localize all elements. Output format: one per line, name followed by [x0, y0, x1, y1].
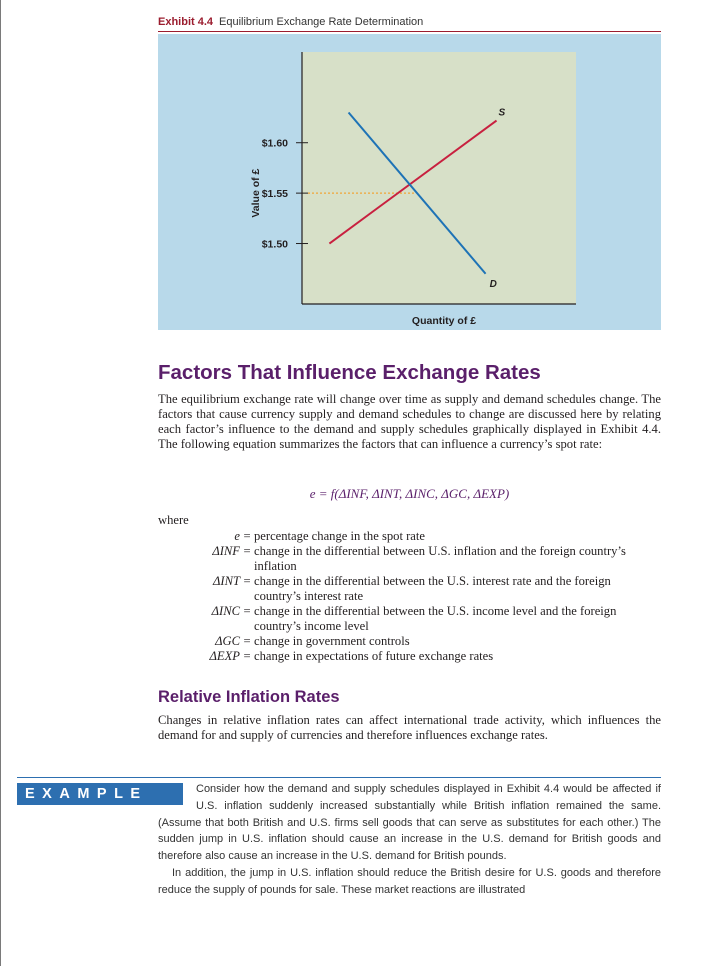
supply-label: S	[498, 107, 506, 119]
y-axis-label: Value of £	[250, 168, 262, 218]
example-badge: EXAMPLE	[17, 783, 183, 805]
exhibit-header	[158, 16, 423, 28]
definition-item	[158, 529, 661, 544]
example-paragraph-1: Consider how the demand and supply schedules displayed in Exhibit 4.4 would be affected if U.S. inflation suddenly increased substantially while British inflation remained the same. (Assume that both British and U.S. firms sell goods that can serve as substitutes for each other.) The sudden jump in U.S. inflation should cause an increase in the U.S. demand for British goods and therefore also cause an increase in the U.S. demand for British pounds.	[158, 783, 661, 863]
definition-equals: =	[243, 649, 251, 663]
definition-symbol: ΔEXP	[209, 649, 240, 663]
definition-text: change in the differential between U.S. inflation and the foreign country’s inflation	[254, 544, 626, 573]
definition-item	[158, 574, 661, 604]
subsection-paragraph: Changes in relative inflation rates can affect international trade activity, which influences the demand for and supply of currencies and therefore influences exchange rates.	[158, 713, 661, 742]
section-paragraph: The equilibrium exchange rate will change over time as supply and demand schedules change. The factors that cause currency supply and demand schedules to change are discussed here by relating each factor’s influence to the demand and supply schedules graphically displayed in Exhibit 4.4. The following equation summarizes the factors that can influence a currency’s spot rate:	[158, 392, 661, 451]
plot-area	[302, 52, 576, 304]
example-indent	[158, 781, 196, 813]
definition-equals: =	[243, 544, 251, 558]
definition-symbol: ΔINF	[212, 544, 240, 558]
definition-equals: =	[243, 574, 251, 588]
demand-label: D	[489, 278, 497, 290]
spot-rate-equation: e = f(ΔINF, ΔINT, ΔINC, ΔGC, ΔEXP)	[309, 486, 510, 501]
definitions-list	[158, 529, 661, 664]
definition-equals: =	[243, 529, 251, 543]
definition-equals: =	[243, 634, 251, 648]
where-label: where	[158, 513, 189, 527]
exhibit-number: Exhibit 4.4	[158, 16, 214, 28]
definition-item	[158, 544, 661, 574]
example-paragraph-2: In addition, the jump in U.S. inflation should reduce the British desire for U.S. goods and therefore reduce the supply of pounds for sale. These market reactions are illustrated	[158, 866, 661, 896]
definition-text: change in government controls	[254, 634, 410, 648]
definition-item	[158, 649, 661, 664]
definition-symbol: e	[234, 529, 240, 543]
page-left-border	[0, 0, 1, 966]
definition-symbol: ΔINT	[213, 574, 240, 588]
y-tick-label: $1.60	[261, 137, 288, 150]
definition-text: percentage change in the spot rate	[254, 529, 425, 543]
example-rule	[17, 777, 661, 778]
definition-item	[158, 604, 661, 634]
definition-symbol: ΔINC	[211, 604, 240, 618]
x-axis-label: Quantity of £	[411, 315, 477, 327]
exhibit-rule	[158, 31, 661, 32]
definition-text: change in the differential between the U.S. income level and the foreign country’s income level	[254, 604, 617, 633]
y-tick-label: $1.50	[261, 238, 288, 251]
exhibit-title: Equilibrium Exchange Rate Determination	[219, 16, 424, 28]
y-tick-label: $1.55	[261, 188, 288, 201]
section-heading: Factors That Influence Exchange Rates	[158, 361, 541, 384]
definition-equals: =	[243, 604, 251, 618]
definition-text: change in expectations of future exchange rates	[254, 649, 494, 663]
example-text	[158, 781, 661, 899]
subsection-heading: Relative Inflation Rates	[158, 688, 340, 706]
definition-symbol: ΔGC	[215, 634, 240, 648]
exchange-rate-chart	[158, 34, 661, 330]
definition-item	[158, 634, 661, 649]
definition-text: change in the differential between the U.S. interest rate and the foreign country’s interest rate	[254, 574, 611, 603]
